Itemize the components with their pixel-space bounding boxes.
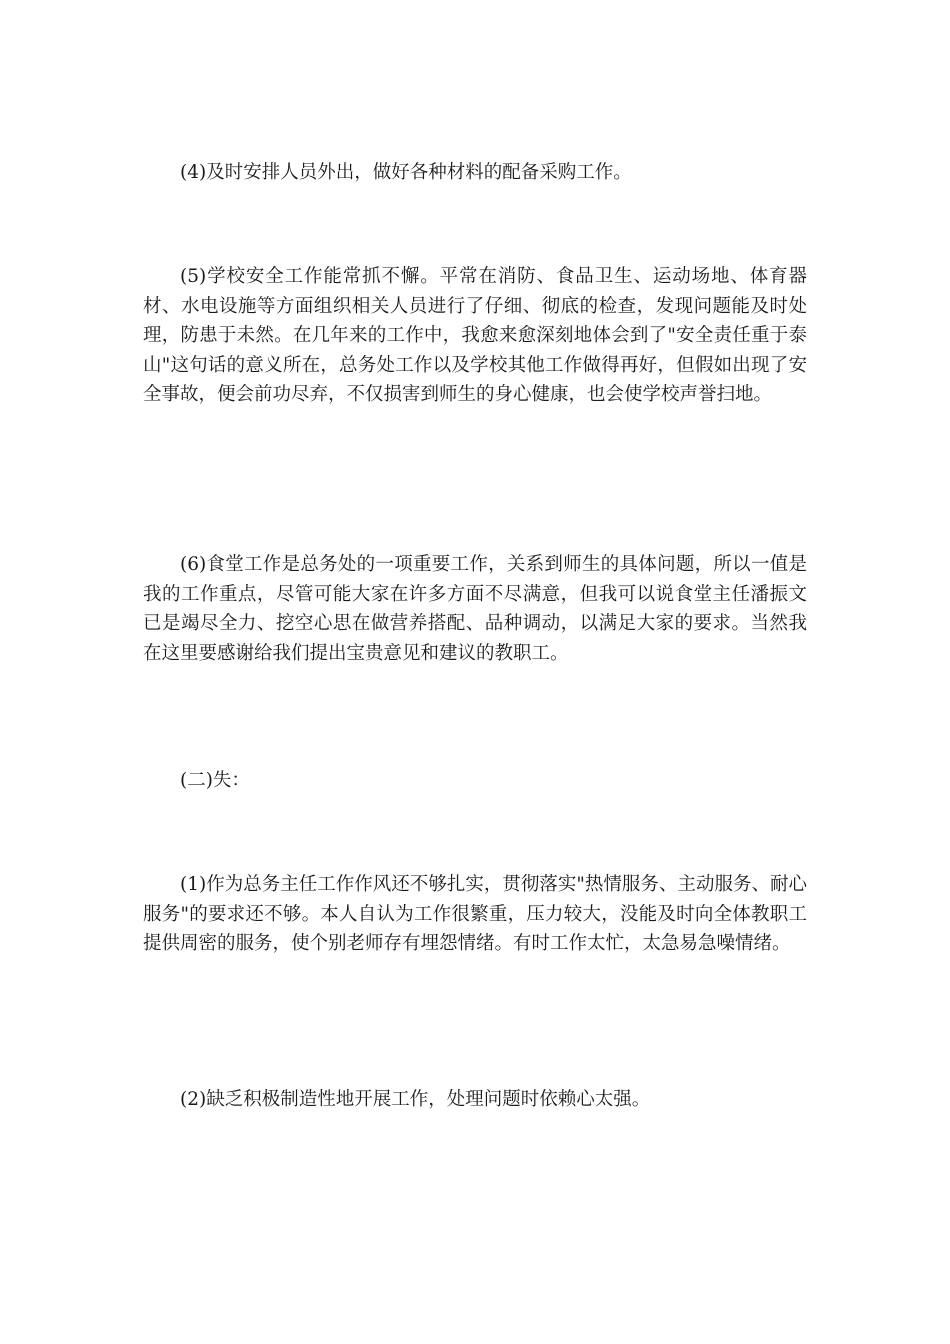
paragraph-item-5: (5)学校安全工作能常抓不懈。平常在消防、食品卫生、运动场地、体育器材、水电设施等方面组织相关人员进行了仔细、彻底的检查，发现问题能及时处理，防患于未然。在几年来的工作中，我愈来愈深刻地体会到了"安全责任重于泰山"这句话的意义所在，总务处工作以及学校其他工作做得再好，但假如出现了安全事故，便会前功尽弃，不仅损害到师生的身心健康，也会使学校声誉扫地。 [143, 266, 807, 406]
section-heading-shortcomings: (二)失： [180, 770, 250, 791]
paragraph-shortcoming-2: (2)缺乏积极制造性地开展工作，处理问题时依赖心太强。 [180, 1089, 651, 1110]
paragraph-item-4: (4)及时安排人员外出，做好各种材料的配备采购工作。 [180, 162, 632, 183]
paragraph-shortcoming-1: (1)作为总务主任工作作风还不够扎实，贯彻落实"热情服务、主动服务、耐心服务"的要求还不够。本人自认为工作很繁重，压力较大，没能及时向全体教职工提供周密的服务，使个别老师存有埋怨情绪。有时工作太忙，太急易急噪情绪。 [143, 874, 807, 955]
paragraph-item-6: (6)食堂工作是总务处的一项重要工作，关系到师生的具体问题，所以一值是我的工作重点，尽管可能大家在许多方面不尽满意，但我可以说食堂主任潘振文已是竭尽全力、挖空心思在做营养搭配、品种调动，以满足大家的要求。当然我在这里要感谢给我们提出宝贵意见和建议的教职工。 [143, 554, 807, 664]
